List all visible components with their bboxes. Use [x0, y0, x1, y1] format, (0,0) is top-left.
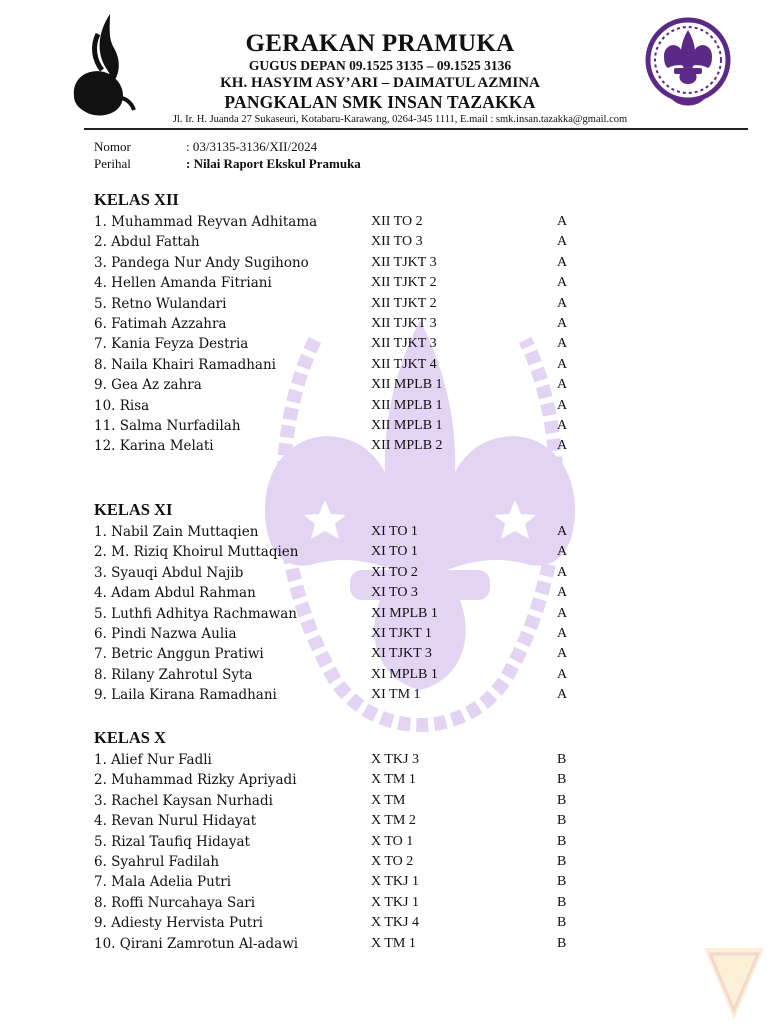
student-grade: A: [557, 356, 568, 372]
student-grade: B: [557, 874, 567, 890]
student-grade: B: [557, 915, 567, 931]
student-class: XII MPLB 1: [371, 397, 443, 413]
student-row: [94, 583, 714, 603]
student-class: XII TO 3: [371, 234, 423, 250]
student-class: X TO 2: [371, 853, 414, 869]
student-grade: B: [557, 853, 567, 869]
student-name: 11. Salma Nurfadilah: [94, 417, 241, 434]
gugus-depan-line: GUGUS DEPAN 09.1525 3135 – 09.1525 3136: [248, 58, 512, 73]
student-grade: A: [557, 417, 568, 433]
student-row: [94, 665, 714, 685]
student-grade: A: [557, 275, 568, 291]
student-row: [94, 872, 714, 892]
letterhead-divider: [84, 128, 748, 130]
school-name: PANGKALAN SMK INSAN TAZAKKA: [224, 92, 536, 112]
student-list: [94, 750, 714, 954]
student-class: X TM 1: [371, 772, 416, 788]
student-name: 4. Revan Nurul Hidayat: [94, 813, 257, 830]
student-class: XII TJKT 2: [371, 295, 437, 311]
student-name: 12. Karina Melati: [94, 438, 214, 455]
student-name: 4. Adam Abdul Rahman: [94, 585, 256, 602]
student-row: [94, 542, 714, 562]
student-class: XII TJKT 3: [371, 254, 437, 270]
nomor-value: : 03/3135-3136/XII/2024: [186, 139, 318, 154]
student-name: 9. Adiesty Hervista Putri: [94, 915, 263, 932]
student-name: 7. Mala Adelia Putri: [94, 874, 232, 891]
student-grade: A: [557, 666, 568, 682]
student-row: [94, 811, 714, 831]
section-kelas-xii: [94, 188, 714, 457]
student-list: [94, 212, 714, 457]
student-grade: A: [557, 544, 568, 560]
student-row: [94, 436, 714, 456]
student-name: 1. Alief Nur Fadli: [94, 752, 212, 768]
student-grade: A: [557, 295, 568, 311]
student-name: 3. Syauqi Abdul Najib: [94, 564, 244, 581]
student-grade: B: [557, 752, 567, 767]
perihal-row: [94, 155, 361, 172]
student-name: 2. M. Riziq Khoirul Muttaqien: [94, 544, 299, 561]
student-row: [94, 563, 714, 583]
student-row: [94, 832, 714, 852]
student-grade: B: [557, 833, 567, 849]
student-class: XII TJKT 3: [371, 336, 437, 352]
student-class: X TKJ 3: [371, 752, 419, 767]
student-row: [94, 232, 714, 252]
student-grade: A: [557, 315, 568, 331]
student-row: [94, 750, 714, 770]
student-grade: A: [557, 377, 568, 393]
student-name: 6. Pindi Nazwa Aulia: [94, 625, 237, 642]
student-grade: A: [557, 564, 568, 580]
student-row: [94, 644, 714, 664]
student-class: X TM: [371, 792, 406, 808]
student-row: [94, 770, 714, 790]
student-grade: A: [557, 438, 568, 454]
student-class: XII TJKT 3: [371, 315, 437, 331]
student-grade: A: [557, 646, 568, 662]
student-name: 2. Abdul Fattah: [94, 234, 200, 251]
student-class: X TKJ 1: [371, 874, 419, 890]
student-name: 5. Luthfi Adhitya Rachmawan: [94, 605, 297, 622]
student-class: XI TJKT 1: [371, 625, 432, 641]
student-name: 5. Rizal Taufiq Hidayat: [94, 833, 250, 850]
letter-meta: [94, 138, 361, 172]
student-name: 1. Muhammad Reyvan Adhitama: [94, 214, 318, 230]
nomor-row: [94, 138, 361, 155]
student-name: 10. Risa: [94, 397, 150, 414]
student-class: X TKJ 4: [371, 915, 419, 931]
student-row: [94, 355, 714, 375]
student-grade: B: [557, 772, 567, 788]
student-name: 1. Nabil Zain Muttaqien: [94, 524, 259, 540]
student-name: 8. Roffi Nurcahaya Sari: [94, 894, 256, 911]
student-class: XII MPLB 1: [371, 377, 443, 393]
student-grade: B: [557, 792, 567, 808]
section-kelas-xi: [94, 498, 714, 706]
pangkalan-names-line: KH. HASYIM ASY’ARI – DAIMATUL AZMINA: [220, 75, 540, 91]
student-class: X TM 1: [371, 935, 416, 951]
student-class: XII MPLB 1: [371, 417, 443, 433]
student-grade: A: [557, 397, 568, 413]
student-class: X TM 2: [371, 813, 416, 829]
student-class: XI TO 1: [371, 524, 418, 539]
student-row: [94, 624, 714, 644]
student-grade: B: [557, 894, 567, 910]
section-title: KELAS XII: [94, 190, 179, 209]
student-row: [94, 375, 714, 395]
student-row: [94, 913, 714, 933]
student-grade: A: [557, 234, 568, 250]
student-grade: A: [557, 625, 568, 641]
student-name: 8. Naila Khairi Ramadhani: [94, 356, 276, 373]
address-line: Jl. Ir. H. Juanda 27 Sukaseuri, Kotabaru-Karawang, 0264-345 1111, E.mail : smk.insan.tazakka@gmail.com: [172, 114, 628, 125]
student-name: 4. Hellen Amanda Fitriani: [94, 275, 272, 292]
student-grade: A: [557, 214, 568, 229]
student-row: [94, 791, 714, 811]
student-class: XII MPLB 2: [371, 438, 443, 454]
student-class: XII TJKT 4: [371, 356, 437, 372]
letterhead: [140, 30, 620, 112]
student-name: 5. Retno Wulandari: [94, 295, 227, 312]
student-name: 3. Pandega Nur Andy Sugihono: [94, 254, 309, 271]
student-name: 10. Qirani Zamrotun Al-adawi: [94, 935, 299, 952]
section-title: KELAS XI: [94, 500, 173, 519]
org-title: GERAKAN PRAMUKA: [245, 30, 515, 57]
student-name: 9. Gea Az zahra: [94, 377, 202, 394]
student-name: 7. Betric Anggun Pratiwi: [94, 646, 264, 663]
student-grade: B: [557, 935, 567, 951]
student-name: 9. Laila Kirana Ramadhani: [94, 687, 277, 704]
section-title: KELAS X: [94, 728, 166, 747]
student-class: XI MPLB 1: [371, 666, 438, 682]
student-grade: A: [557, 524, 568, 539]
student-row: [94, 396, 714, 416]
student-row: [94, 852, 714, 872]
student-class: X TO 1: [371, 833, 414, 849]
student-class: XII TJKT 2: [371, 275, 437, 291]
student-class: XI MPLB 1: [371, 605, 438, 621]
student-grade: A: [557, 585, 568, 601]
student-row: [94, 212, 714, 232]
student-row: [94, 522, 714, 542]
student-name: 6. Fatimah Azzahra: [94, 315, 227, 332]
student-grade: A: [557, 336, 568, 352]
student-row: [94, 273, 714, 293]
student-row: [94, 604, 714, 624]
student-class: XI TO 1: [371, 544, 418, 560]
student-row: [94, 253, 714, 273]
student-grade: A: [557, 605, 568, 621]
student-row: [94, 294, 714, 314]
student-class: XI TJKT 3: [371, 646, 432, 662]
student-row: [94, 314, 714, 334]
tunas-kelapa-logo-icon: [68, 12, 138, 120]
student-row: [94, 685, 714, 705]
student-class: XI TO 3: [371, 585, 418, 601]
student-class: XI TO 2: [371, 564, 418, 580]
student-class: XI TM 1: [371, 687, 421, 703]
perihal-value: : Nilai Raport Ekskul Pramuka: [186, 156, 361, 171]
student-row: [94, 334, 714, 354]
student-name: 2. Muhammad Rizky Apriyadi: [94, 772, 297, 789]
student-class: X TKJ 1: [371, 894, 419, 910]
student-grade: A: [557, 687, 568, 703]
perihal-label: Perihal: [94, 156, 131, 171]
student-row: [94, 416, 714, 436]
student-row: [94, 893, 714, 913]
section-kelas-x: [94, 726, 714, 954]
student-name: 8. Rilany Zahrotul Syta: [94, 666, 253, 683]
student-name: 7. Kania Feyza Destria: [94, 336, 249, 353]
student-grade: B: [557, 813, 567, 829]
world-scout-emblem-icon: [642, 16, 734, 112]
student-row: [94, 934, 714, 954]
student-grade: A: [557, 254, 568, 270]
student-class: XII TO 2: [371, 214, 423, 229]
student-name: 6. Syahrul Fadilah: [94, 853, 220, 870]
student-list: [94, 522, 714, 706]
student-name: 3. Rachel Kaysan Nurhadi: [94, 792, 273, 809]
nomor-label: Nomor: [94, 139, 131, 154]
